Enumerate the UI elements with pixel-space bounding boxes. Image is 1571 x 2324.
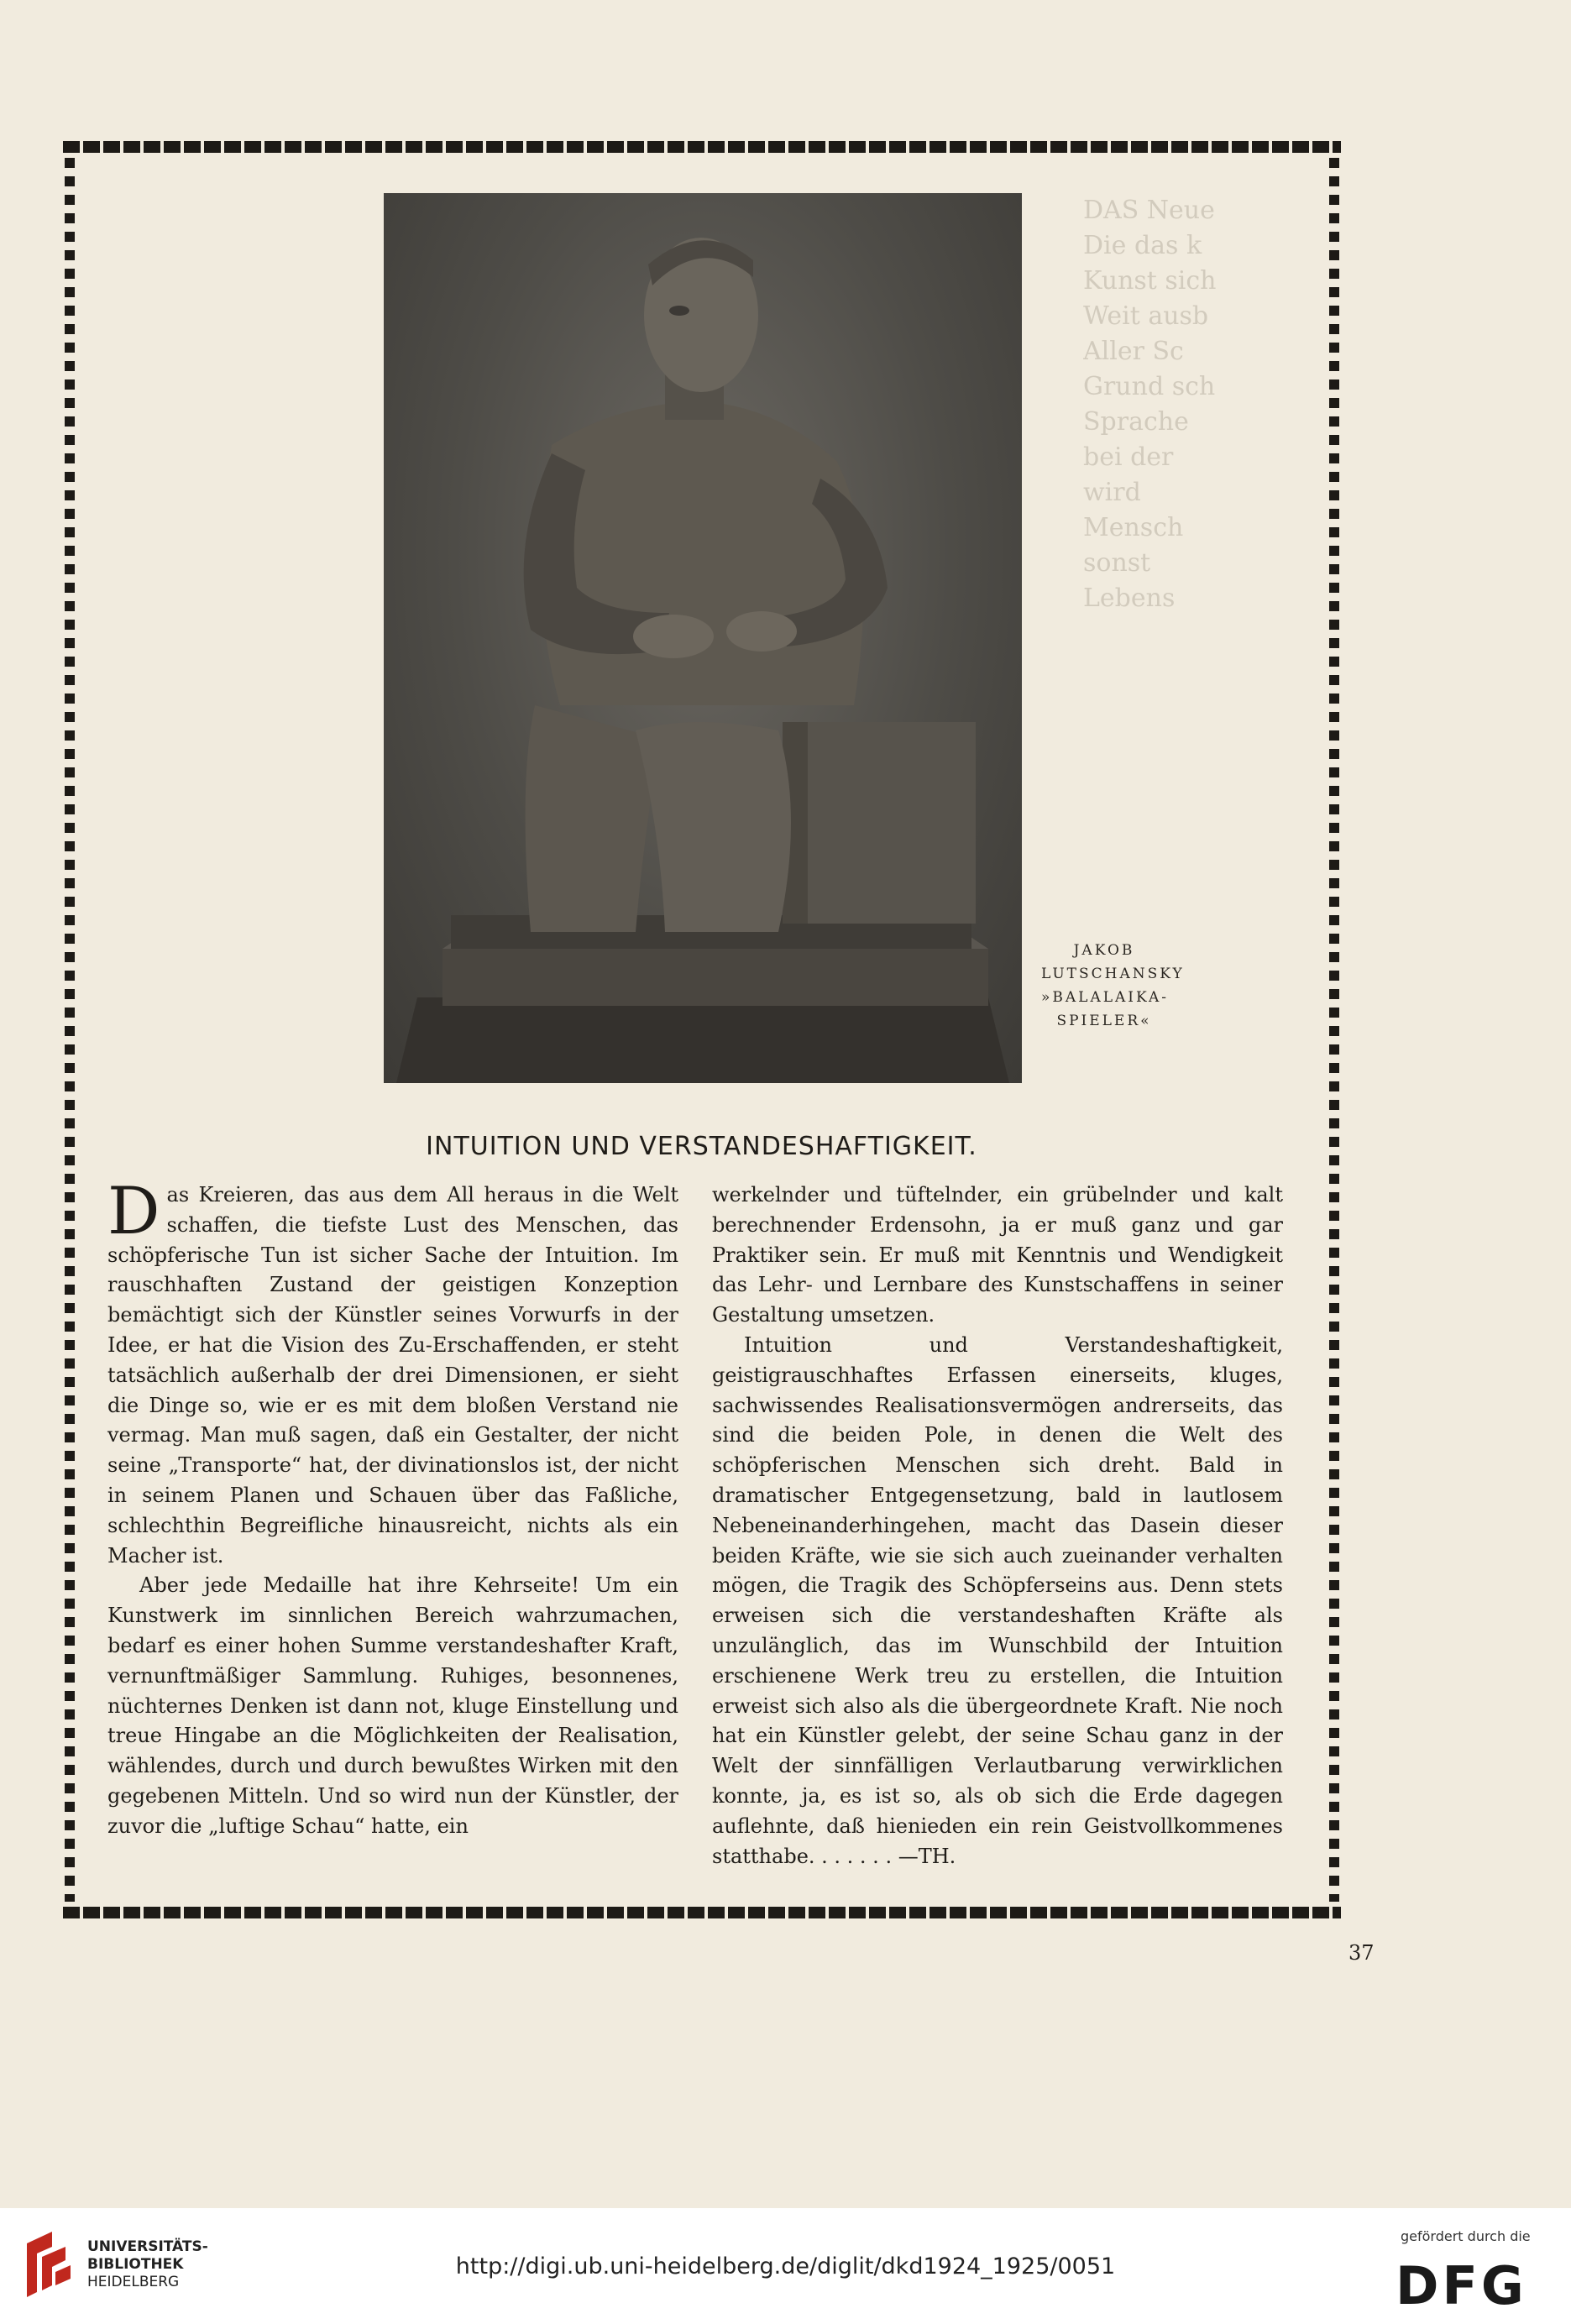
sculpture-photograph — [384, 193, 1022, 1083]
page-number: 37 — [1348, 1941, 1375, 1965]
border-right — [1329, 158, 1339, 1902]
library-line: UNIVERSITÄTS- — [87, 2238, 208, 2255]
article-title: INTUITION UND VERSTANDESHAFTIGKEIT. — [426, 1132, 977, 1161]
bleed-line: DAS Neue — [1083, 196, 1215, 225]
bleed-line: sonst — [1083, 548, 1151, 578]
library-footer — [0, 2208, 1571, 2324]
funding-note: gefördert durch die — [1401, 2228, 1531, 2244]
bleed-line: Mensch — [1083, 513, 1184, 542]
bleed-line: bei der — [1083, 442, 1174, 472]
library-line: HEIDELBERG — [87, 2274, 180, 2290]
caption-line: »BALALAIKA- — [1041, 989, 1170, 1006]
paragraph-text: as Kreieren, das aus dem All heraus in die Welt schaffen, die tiefste Lust des Menschen, das schöpferische Tun ist sicher Sache der Intuition. Im rauschhaften Zustand der geistigen Konzeption bemächtigt sich der Künstler seines Vorwurfs in der Idee, er hat die Vision des Zu-Erschaffenden, er steht tatsächlich außerhalb der drei Dimensionen, er sieht die Dinge so, wie er es mit dem bloßen Verstand nie vermag. Man muß sagen, daß ein Gestalter, der nicht seine „Transporte“ hat, der divinationslos ist, der nicht in seinem Planen und Schauen über das Faßliche, schlechthin Begreifliche hinausreicht, nichts als ein Macher ist. — [107, 1183, 678, 1568]
paragraph: werkelnder und tüftelnder, ein grübelnder und kalt berechnender Erdensohn, ja er muß ganz und gar Praktiker sein. Er muß mit Kenntnis und Wendigkeit das Lehr- und Lernbare des Kunstschaffens in seiner Gestaltung umsetzen. — [712, 1183, 1283, 1327]
text-column-right — [712, 1180, 1283, 1871]
dfg-logo: DFG — [1396, 2255, 1527, 2316]
border-left — [65, 158, 75, 1902]
bleed-line: Weit ausb — [1083, 301, 1209, 331]
text-column-left — [107, 1174, 678, 1842]
library-line: BIBLIOTHEK — [87, 2256, 184, 2273]
bleed-line: wird — [1083, 478, 1141, 507]
caption-line: SPIELER« — [1056, 1013, 1152, 1029]
bleed-line: Lebens — [1083, 584, 1176, 613]
bleed-line: Sprache — [1083, 407, 1189, 437]
bleed-line: Grund sch — [1083, 372, 1216, 401]
paragraph: Aber jede Medaille hat ihre Kehrseite! Um ein Kunstwerk im sinnlichen Bereich wahrzumachen, bedarf es einer hohen Summe verstandeshafter Kraft, vernunftmäßiger Sammlung. Ruhiges, besonnenes, nüchternes Denken ist dann not, kluge Einstellung und treue Hingabe an die Möglichkeiten der Realisation, wählendes, durch und durch bewußtes Wirken mit den gegebenen Mitteln. Und so wird nun der Künstler, der zuvor die „luftige Schau“ hatte, ein — [107, 1573, 678, 1838]
border-bottom — [63, 1907, 1341, 1918]
bleed-line: Kunst sich — [1083, 266, 1217, 296]
caption-line: JAKOB — [1073, 942, 1135, 959]
bleed-line: Aller Sc — [1083, 337, 1184, 366]
drop-cap: D — [107, 1174, 160, 1249]
permalink[interactable]: http://digi.ub.uni-heidelberg.de/diglit/dkd1924_1925/0051 — [455, 2253, 1116, 2280]
paragraph — [107, 1174, 678, 1571]
border-top — [63, 141, 1341, 153]
bleed-line: Die das k — [1083, 231, 1202, 260]
figure-caption — [1041, 939, 1185, 1033]
paragraph: Intuition und Verstandeshaftigkeit, geistigrauschhaftes Erfassen einerseits, kluges, sachwissendes Realisationsvermögen andrerseits, das sind die beiden Pole, in denen die Welt des schöpferischen Menschen sich dreht. Bald in dramatischer Entgegensetzung, bald in lautlosem Nebeneinanderhingehen, macht das Dasein dieser beiden Kräfte, wie sie sich auch zueinander verhalten mögen, die Tragik des Schöpferseins aus. Denn stets erweisen sich die verstandeshaften Kräfte als unzulänglich, das im Wunschbild der Intuition erschienene Werk treu zu erstellen, die Intuition erweist sich also als die übergeordnete Kraft. Nie noch hat ein Künstler gelebt, der seine Schau ganz in der Welt der sinnfälligen Verlautbarung verwirklichen konnte, ja, es ist so, als ob sich die Erde dagegen auflehnte, daß hienieden ein rein Geistvollkommenes statthabe. . . . . . . —TH. — [712, 1332, 1283, 1868]
caption-line: LUTSCHANSKY — [1041, 966, 1185, 982]
